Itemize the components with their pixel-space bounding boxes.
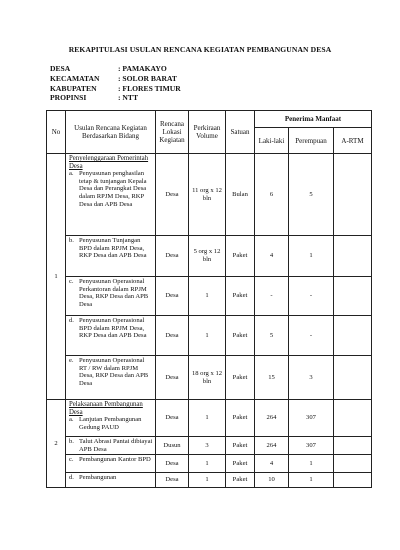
item-text: Penyusunan Operasional Perkantoran dalam RPJM Desa, RKP Desa dan APB Desa (79, 278, 149, 308)
volume-cell: 1 (189, 473, 226, 488)
artm-cell (334, 356, 372, 400)
satuan-cell: Paket (226, 356, 255, 400)
table-row (47, 400, 372, 437)
perempuan-cell: 1 (289, 455, 334, 473)
artm-cell (334, 316, 372, 356)
info-value: : NTT (118, 93, 139, 103)
item-letter: c. (69, 278, 74, 285)
item-entry (69, 317, 153, 340)
item-letter: c. (69, 456, 74, 464)
volume-cell: 11 org x 12 bln (189, 154, 226, 236)
satuan-cell: Paket (226, 316, 255, 356)
col-header-no: No (47, 111, 66, 154)
item-entry (69, 278, 153, 308)
item-letter: a. (69, 170, 74, 178)
village-info (50, 64, 181, 103)
info-value: : SOLOR BARAT (118, 73, 177, 83)
item-entry (69, 416, 153, 431)
table-row (47, 437, 372, 455)
info-value: : FLORES TIMUR (118, 83, 181, 93)
item-text: Penyusunan Tunjangan BPD dalam RPJM Desa, RKP Desa dan APB Desa (79, 237, 147, 260)
col-header-laki: Laki-laki (255, 128, 289, 154)
item-text: Talut Abrasi Pantai dibiayai APB Desa (79, 438, 153, 453)
item-entry (69, 474, 153, 482)
perempuan-cell: 1 (289, 473, 334, 488)
lokasi-cell: Desa (156, 316, 189, 356)
perempuan-cell: 1 (289, 236, 334, 277)
info-label: DESA (50, 64, 71, 73)
usulan-cell (66, 277, 156, 316)
section-title: Pelaksanaan Pembangunan Desa (69, 401, 143, 416)
perempuan-cell: 307 (289, 437, 334, 455)
info-label: PROPINSI (50, 93, 87, 103)
satuan-cell: Bulan (226, 154, 255, 236)
col-header-penerima: Penerima Manfaat (255, 111, 372, 128)
info-label: KABUPATEN (50, 83, 97, 93)
laki-cell: 6 (255, 154, 289, 236)
artm-cell (334, 400, 372, 437)
item-entry (69, 237, 153, 260)
laki-cell: 10 (255, 473, 289, 488)
lokasi-cell: Desa (156, 236, 189, 277)
table-row (47, 277, 372, 316)
item-text: Lanjutan Pembangunan Gedung PAUD (79, 416, 142, 431)
volume-cell: 1 (189, 400, 226, 437)
table-row (47, 473, 372, 488)
item-letter: b. (69, 438, 74, 445)
col-header-lokasi: Rencana Lokasi Kegiatan (156, 111, 189, 154)
info-row-kecamatan (50, 74, 181, 84)
info-label: KECAMATAN (50, 73, 100, 83)
laki-cell: - (255, 277, 289, 316)
usulan-cell (66, 154, 156, 236)
item-entry (69, 170, 153, 208)
perempuan-cell: 5 (289, 154, 334, 236)
item-entry (69, 438, 153, 453)
satuan-cell: Paket (226, 455, 255, 473)
lokasi-cell: Desa (156, 154, 189, 236)
satuan-cell: Paket (226, 236, 255, 277)
info-row-propinsi (50, 93, 181, 103)
item-text: Pembangunan Kantor BPD (79, 456, 151, 464)
laki-cell: 15 (255, 356, 289, 400)
col-header-satuan: Satuan (226, 111, 255, 154)
volume-cell: 1 (189, 316, 226, 356)
laki-cell: 4 (255, 236, 289, 277)
lokasi-cell: Desa (156, 277, 189, 316)
row-number: 1 (47, 154, 66, 400)
artm-cell (334, 236, 372, 277)
volume-cell: 1 (189, 455, 226, 473)
volume-cell: 1 (189, 277, 226, 316)
volume-cell: 3 (189, 437, 226, 455)
item-text: Pembangunan (79, 474, 117, 482)
item-letter: e. (69, 357, 74, 364)
usulan-cell (66, 437, 156, 455)
table-row (47, 154, 372, 236)
volume-cell: 18 org x 12 bln (189, 356, 226, 400)
perempuan-cell: - (289, 316, 334, 356)
usulan-cell (66, 236, 156, 277)
perempuan-cell: 307 (289, 400, 334, 437)
item-letter: d. (69, 474, 74, 482)
table-body (47, 154, 372, 488)
usulan-cell (66, 316, 156, 356)
item-text: Penyusunan penghasilan tetap & tunjangan Kepala Desa dan Perangkat Desa dalam RPJM Desa, RKP Desa dan APB Desa (79, 170, 147, 208)
laki-cell: 5 (255, 316, 289, 356)
satuan-cell: Paket (226, 437, 255, 455)
usulan-cell (66, 473, 156, 488)
lokasi-cell: Desa (156, 400, 189, 437)
table-row (47, 455, 372, 473)
laki-cell: 264 (255, 437, 289, 455)
usulan-cell (66, 455, 156, 473)
table-row (47, 316, 372, 356)
col-header-perempuan: Perempuan (289, 128, 334, 154)
laki-cell: 4 (255, 455, 289, 473)
satuan-cell: Paket (226, 473, 255, 488)
artm-cell (334, 437, 372, 455)
artm-cell (334, 154, 372, 236)
volume-cell: 5 org x 12 bln (189, 236, 226, 277)
item-letter: b. (69, 237, 74, 244)
col-header-usulan: Usulan Rencana Kegiatan Berdasarkan Bidang (66, 111, 156, 154)
perempuan-cell: - (289, 277, 334, 316)
artm-cell (334, 455, 372, 473)
item-entry (69, 456, 153, 464)
item-letter: d. (69, 317, 74, 324)
section-title: Penyelenggaraan Pemerintah Desa (69, 155, 149, 170)
item-text: Penyusunan Operasional BPD dalam RPJM Desa, RKP Desa dan APB Desa (79, 317, 147, 340)
artm-cell (334, 473, 372, 488)
item-entry (69, 357, 153, 387)
col-header-volume: Perkiraan Volume (189, 111, 226, 154)
table-row (47, 356, 372, 400)
recap-table (46, 110, 372, 488)
usulan-cell (66, 400, 156, 437)
perempuan-cell: 3 (289, 356, 334, 400)
laki-cell: 264 (255, 400, 289, 437)
lokasi-cell: Desa (156, 473, 189, 488)
usulan-cell (66, 356, 156, 400)
lokasi-cell: Desa (156, 356, 189, 400)
info-row-desa (50, 64, 181, 74)
item-letter: a. (69, 416, 74, 424)
artm-cell (334, 277, 372, 316)
lokasi-cell: Desa (156, 455, 189, 473)
info-value: : PAMAKAYO (118, 64, 167, 73)
lokasi-cell: Dusun (156, 437, 189, 455)
row-number: 2 (47, 400, 66, 488)
info-row-kabupaten (50, 84, 181, 94)
item-text: Penyusunan Operasional RT / RW dalam RPJM Desa, RKP Desa dan APB Desa (79, 357, 149, 387)
table-row (47, 236, 372, 277)
col-header-artm: A-RTM (334, 128, 372, 154)
document-title: REKAPITULASI USULAN RENCANA KEGIATAN PEMBANGUNAN DESA (68, 45, 332, 54)
satuan-cell: Paket (226, 400, 255, 437)
satuan-cell: Paket (226, 277, 255, 316)
